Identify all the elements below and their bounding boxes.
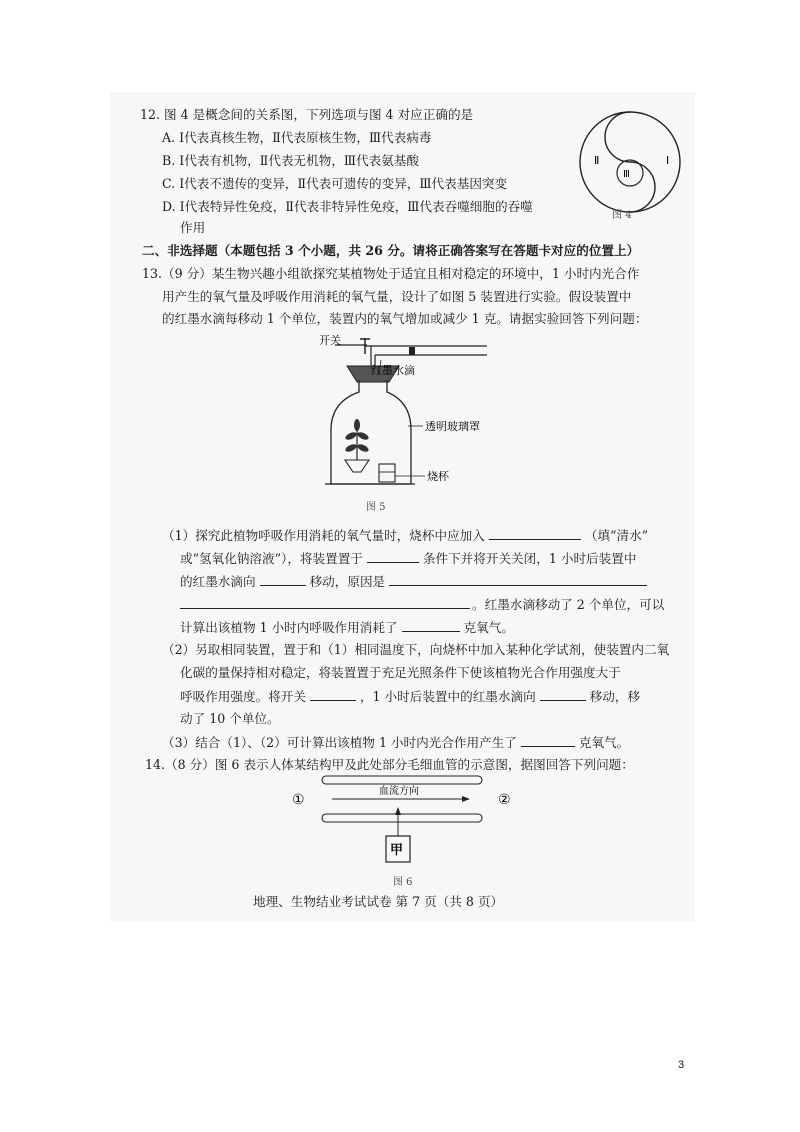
fig6-right-marker: ②: [498, 792, 511, 808]
answer-blank-1[interactable]: [489, 527, 581, 540]
q12-option-d: D. Ⅰ代表特异性免疫，Ⅱ代表非特异性免疫，Ⅲ代表吞噬细胞的吞噬: [162, 199, 533, 214]
q12-option-b: B. Ⅰ代表有机物，Ⅱ代表无机物，Ⅲ代表氨基酸: [162, 153, 420, 168]
q12-option-a: A. Ⅰ代表真核生物，Ⅱ代表原核生物，Ⅲ代表病毒: [162, 130, 432, 145]
q13-p1-line4: 。红墨水滴移动了 2 个单位，可以: [180, 596, 664, 613]
q12-option-c: C. Ⅰ代表不遗传的变异，Ⅱ代表可遗传的变异，Ⅲ代表基因突变: [162, 176, 508, 191]
figure-4-caption: 图 4: [612, 210, 632, 221]
fig5-switch-label: 开关: [319, 334, 341, 347]
section-2-heading: 二、非选择题（本题包括 3 个小题，共 26 分。请将正确答案写在答题卡对应的位置上）: [142, 243, 640, 258]
q13-p2-line1: （2）另取相同装置，置于和（1）相同温度下，向烧杯中加入某种化学试剂，使装置内二氧: [162, 642, 670, 657]
q12-option-d-cont: 作用: [180, 220, 206, 235]
figure-5-caption: 图 5: [366, 502, 386, 513]
figure-4-diagram: [574, 106, 686, 218]
fig6-box-label: 甲: [390, 843, 404, 858]
fig5-drop-label: 红墨水滴: [371, 364, 415, 377]
figure-6-caption: 图 6: [393, 877, 413, 888]
q13-intro-2: 用产生的氧气量及呼吸作用消耗的氧气量，设计了如图 5 装置进行实验。假设装置中: [162, 289, 632, 304]
answer-blank-4b[interactable]: [180, 596, 470, 609]
answer-blank-5[interactable]: [402, 619, 460, 632]
answer-blank-2[interactable]: [367, 550, 419, 563]
q14-intro: 14.（8 分）图 6 表示人体某结构甲及此处部分毛细血管的示意图，据图回答下列问题：: [145, 757, 634, 772]
figure-5-apparatus: [315, 330, 495, 490]
q13-p1-line3: 的红墨水滴向 移动，原因是: [180, 573, 647, 590]
fig4-label-1: Ⅰ: [666, 154, 670, 167]
answer-blank-8[interactable]: [521, 734, 575, 747]
q12-stem: 12. 图 4 是概念间的关系图，下列选项与图 4 对应正确的是: [140, 107, 474, 122]
red-ink-drop: [409, 347, 415, 355]
answer-blank-7[interactable]: [540, 688, 586, 701]
q13-p1-line2: 或“氢氧化钠溶液”），将装置置于 条件下并将开关关闭，1 小时后装置中: [180, 551, 637, 566]
answer-blank-6[interactable]: [310, 688, 356, 701]
q13-p3-line: （3）结合（1）、（2）可计算出该植物 1 小时内光合作用产生了 克氧气。: [162, 735, 630, 750]
fig5-beaker-label: 烧杯: [427, 470, 449, 483]
figure-6-diagram: [286, 772, 522, 872]
fig4-label-3: Ⅲ: [623, 169, 630, 180]
q13-p2-line4: 动了 10 个单位。: [180, 711, 280, 726]
fig6-left-marker: ①: [292, 792, 305, 808]
answer-blank-4a[interactable]: [389, 573, 647, 586]
q13-p2-line2: 化碳的量保持相对稳定，将装置置于充足光照条件下使该植物光合作用强度大于: [180, 665, 621, 680]
page-footer: 地理、生物结业考试试卷 第 7 页（共 8 页）: [253, 894, 504, 909]
fig6-flow-label: 血流方向: [379, 786, 419, 797]
q13-p1-line1: （1）探究此植物呼吸作用消耗的氧气量时，烧杯中应加入 （填“清水”: [162, 528, 649, 543]
q13-intro-3: 的红墨水滴每移动 1 个单位，装置内的氧气增加或减少 1 克。请据实验回答下列问题：: [162, 311, 648, 326]
fig5-cover-label: 透明玻璃罩: [425, 420, 480, 433]
q13-p1-line5: 计算出该植物 1 小时内呼吸作用消耗了 克氧气。: [180, 620, 514, 635]
page-number: 3: [678, 1059, 685, 1071]
q13-intro-1: 13.（9 分）某生物兴趣小组欲探究某植物处于适宜且相对稳定的环境中，1 小时内光合作: [142, 266, 640, 281]
q13-p2-line3: 呼吸作用强度。将开关 ，1 小时后装置中的红墨水滴向 移动，移: [180, 689, 641, 704]
answer-blank-3[interactable]: [260, 573, 306, 586]
fig4-label-2: Ⅱ: [594, 154, 600, 167]
